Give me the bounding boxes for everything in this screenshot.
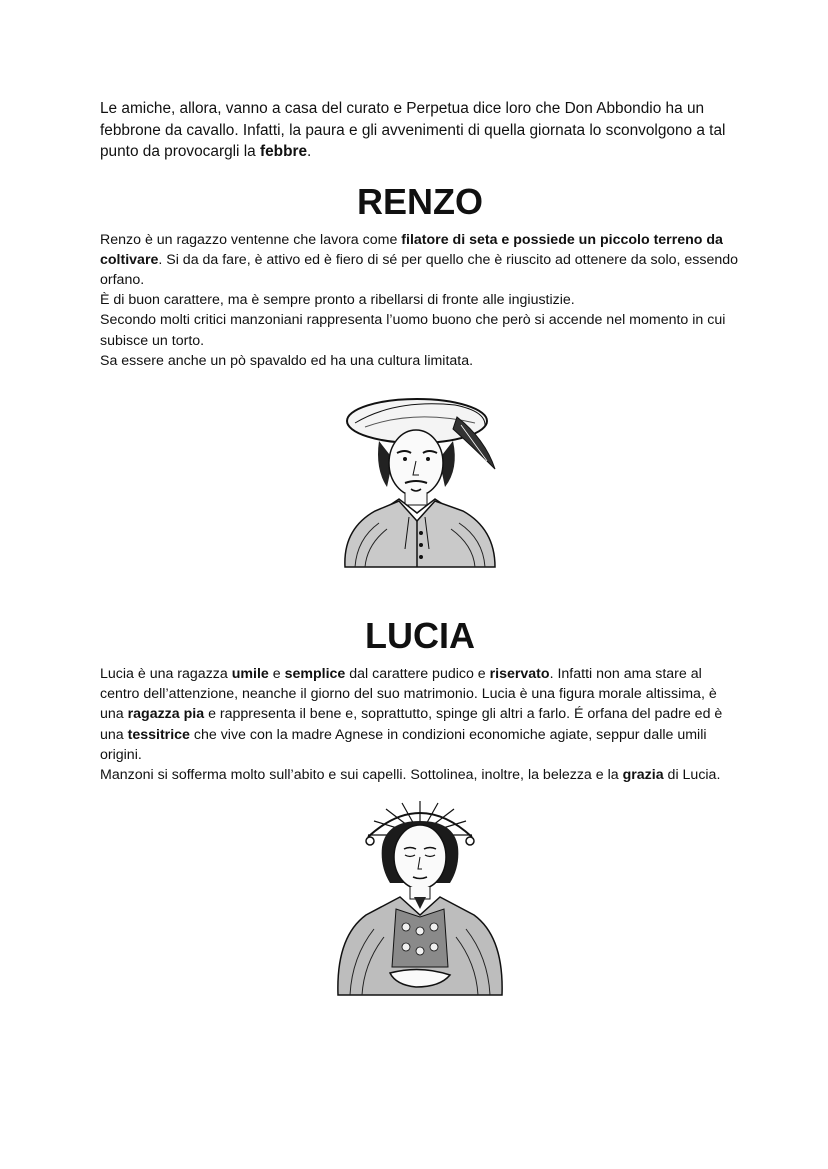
lucia-portrait bbox=[330, 797, 510, 997]
renzo-portrait bbox=[335, 389, 505, 569]
lucia-heading: LUCIA bbox=[365, 614, 475, 656]
lucia-bold-semplice: semplice bbox=[284, 665, 346, 682]
lucia-text-a: Lucia è una ragazza bbox=[100, 665, 232, 682]
renzo-text-a: Renzo è un ragazzo ventenne che lavora come bbox=[100, 231, 402, 248]
document-page bbox=[100, 98, 740, 997]
renzo-character-line: È di buon carattere, ma è sempre pronto a ribellarsi di fronte alle ingiustizie. bbox=[100, 292, 575, 309]
lucia-text-p2c: di Lucia. bbox=[663, 766, 721, 783]
renzo-critics-line: Secondo molti critici manzoniani rappresenta l’uomo buono che però si accende nel momento in cui subisce un torto. bbox=[100, 312, 726, 349]
renzo-description bbox=[100, 230, 740, 371]
renzo-culture-line: Sa essere anche un pò spavaldo ed ha una cultura limitata. bbox=[100, 352, 474, 369]
lucia-text-e: dal carattere pudico e bbox=[345, 665, 490, 682]
renzo-heading: RENZO bbox=[357, 180, 483, 222]
lucia-bold-pia: ragazza pia bbox=[127, 706, 205, 723]
lucia-text-i: e rappresenta il bene e, soprattutto, spinge gli altri a farlo. É orfana del padre ed è una bbox=[100, 706, 723, 743]
lucia-text-g: . Infatti non ama stare al centro dell’attenzione, neanche il giorno del suo matrimonio. Lucia è una figura morale altissima, è una bbox=[100, 665, 717, 723]
lucia-bold-tessitrice: tessitrice bbox=[127, 726, 190, 743]
lucia-text-p2a: Manzoni si sofferma molto sull’abito e sui capelli. Sottolinea, inoltre, la belezza e la bbox=[100, 766, 623, 783]
intro-bold-febbre: febbre bbox=[260, 143, 308, 160]
intro-paragraph bbox=[100, 98, 740, 163]
lucia-bold-riservato: riservato bbox=[489, 665, 550, 682]
lucia-description bbox=[100, 664, 740, 785]
intro-period: . bbox=[307, 143, 312, 160]
renzo-text-c: . Si da da fare, è attivo ed è fiero di sé per quello che è riuscito ad ottenere da solo, essendo orfano. bbox=[100, 251, 739, 288]
intro-text: Le amiche, allora, vanno a casa del curato e Perpetua dice loro che Don Abbondio ha un febbrone da cavallo. Infatti, la paura e gli avvenimenti di quella giornata lo sconvolgono a tal punto da provocargli la bbox=[100, 100, 726, 160]
renzo-bold-job: filatore di seta e possiede un piccolo terreno da coltivare bbox=[100, 231, 723, 268]
lucia-text-c: e bbox=[268, 665, 285, 682]
lucia-bold-grazia: grazia bbox=[622, 766, 664, 783]
lucia-bold-umile: umile bbox=[231, 665, 269, 682]
lucia-text-k: che vive con la madre Agnese in condizioni economiche agiate, seppur dalle umili origini. bbox=[100, 726, 707, 763]
